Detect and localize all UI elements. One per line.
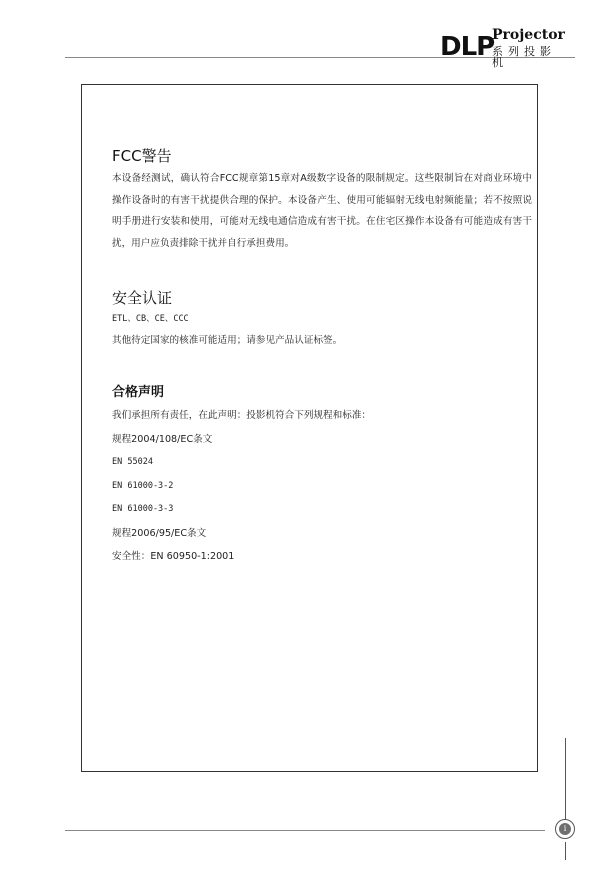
safety-section [112, 291, 532, 350]
logo-dlp-text: DLP [440, 32, 495, 62]
conformity-line: EN 61000-3-2 [112, 480, 174, 491]
fcc-title: FCC警告 [112, 147, 172, 165]
page-number: i [559, 823, 571, 835]
dlp-projector-logo [440, 27, 570, 69]
conformity-section [112, 386, 532, 569]
conformity-title: 合格声明 [112, 385, 165, 400]
logo-projector-text: Projector [492, 27, 565, 43]
fcc-section [112, 149, 532, 254]
footer-rule [65, 830, 545, 831]
safety-title: 安全认证 [112, 289, 173, 307]
conformity-line: EN 61000-3-3 [112, 504, 174, 514]
footer-vertical-rule [565, 842, 566, 860]
conformity-line: 规程2006/95/EC条文 [112, 527, 207, 539]
footer-vertical-rule [565, 738, 566, 820]
page-number-badge [555, 819, 575, 839]
conformity-line: 安全性：EN 60950-1:2001 [112, 551, 235, 562]
conformity-line: 我们承担所有责任，在此声明：投影机符合下列规程和标准： [112, 410, 372, 421]
conformity-line: 规程2004/108/EC条文 [112, 433, 213, 445]
fcc-body: 本设备经测试，确认符合FCC规章第15章对A级数字设备的限制规定。这些限制旨在对商业环境中操作设备时的有害干扰提供合理的保护。本设备产生、使用可能辐射无线电射频能量；若不按照说明手册进行安装和使用，可能对无线电通信造成有害干扰。在住宅区操作本设备有可能造成有害干扰，用户应负责排除干扰并自行承担费用。 [112, 173, 532, 249]
logo-series-text: 系列投影机 [492, 45, 556, 69]
conformity-line: EN 55024 [112, 457, 153, 467]
safety-note: 其他待定国家的核准可能适用；请参见产品认证标签。 [112, 334, 343, 346]
safety-certs: ETL、CB、CE、CCC [112, 314, 189, 324]
